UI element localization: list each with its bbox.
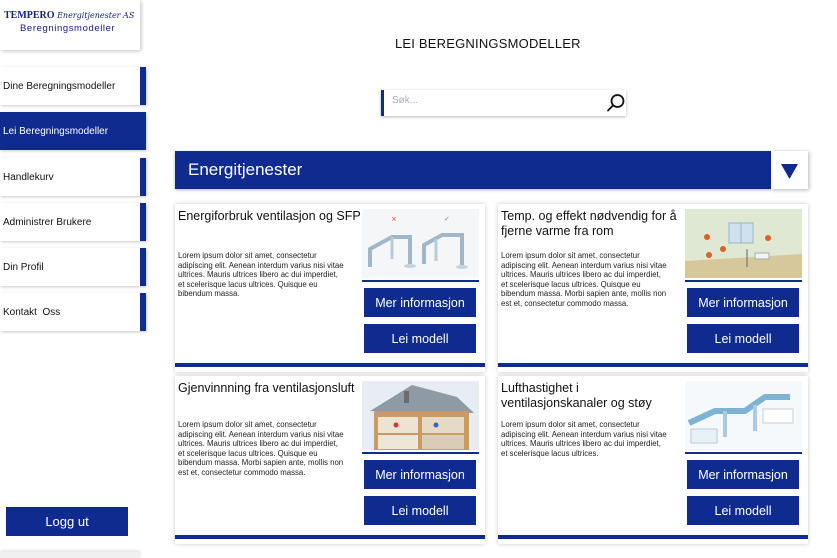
card-description: Lorem ipsum dolor sit amet, consectetur adipiscing elit. Aenean interdum varius nisi vitae ultrices. Mauris ultrices libero ac dui imperdiet, et scelerisque lacus ultrices. Quisque eu bibendum massa. Morbi sapien ante, mollis non est et, consectetur commodo massa. xyxy=(501,251,667,308)
model-card-temp-effekt xyxy=(498,204,808,372)
image-underline xyxy=(362,452,479,454)
sidebar-item-din-profil[interactable] xyxy=(0,248,146,286)
sidebar-item-label: Lei Beregningsmodeller xyxy=(3,125,109,137)
sidebar-item-accent xyxy=(140,203,146,241)
svg-text:✓: ✓ xyxy=(444,215,450,223)
logo-subtitle: Beregningsmodeller xyxy=(20,23,116,34)
card-bottom-line xyxy=(498,363,808,367)
house-cutaway-image xyxy=(362,381,479,450)
rent-model-button[interactable]: Lei modell xyxy=(364,496,476,525)
image-underline xyxy=(685,452,802,454)
search-icon[interactable] xyxy=(606,93,626,113)
rent-model-button[interactable]: Lei modell xyxy=(364,324,476,353)
page-title: LEI BEREGNINGSMODELLER xyxy=(395,36,581,51)
sidebar-item-accent xyxy=(140,158,146,196)
sidebar xyxy=(0,0,146,558)
card-title: Energiforbruk ventilasjon og SFP xyxy=(178,209,361,223)
card-bottom-line xyxy=(175,535,485,539)
model-card-gjenvinning xyxy=(175,376,485,544)
sidebar-item-kontakt-oss[interactable] xyxy=(0,293,146,331)
more-info-button[interactable]: Mer informasjon xyxy=(364,288,476,317)
sidebar-item-label: Din Profil xyxy=(3,261,44,273)
sidebar-item-label: Kontakt Oss xyxy=(3,306,61,318)
category-header[interactable] xyxy=(175,151,771,189)
card-description: Lorem ipsum dolor sit amet, consectetur adipiscing elit. Aenean interdum varius nisi vitae ultrices. Mauris ultrices libero ac dui imperdiet, et scelerisque lacus ultrices. Quisque eu bibendum massa. Morbi sapien ante, mollis non est et, consectetur commodo massa. xyxy=(178,420,344,477)
rent-model-button[interactable]: Lei modell xyxy=(687,324,799,353)
duct-system-image xyxy=(685,381,802,450)
image-underline xyxy=(685,280,802,282)
model-card-lufthastighet xyxy=(498,376,808,544)
ventilation-duct-image xyxy=(362,209,479,278)
search-box xyxy=(381,90,626,116)
sidebar-item-label: Handlekurv xyxy=(3,171,54,183)
sidebar-item-label: Administrer Brukere xyxy=(3,216,92,228)
image-underline xyxy=(362,280,479,282)
rent-model-button[interactable]: Lei modell xyxy=(687,496,799,525)
more-info-button[interactable]: Mer informasjon xyxy=(687,460,799,489)
card-title: Gjenvinnning fra ventilasjonsluft xyxy=(178,381,355,395)
card-bottom-line xyxy=(498,535,808,539)
card-title: Temp. og effekt nødvendig for å fjerne varme fra rom xyxy=(501,209,677,238)
logo-brand-line xyxy=(4,10,140,21)
category-toggle-button[interactable] xyxy=(771,151,808,189)
sidebar-item-administrer-brukere[interactable] xyxy=(0,203,146,241)
sidebar-item-lei-beregningsmodeller[interactable] xyxy=(0,112,146,150)
svg-text:×: × xyxy=(391,215,397,223)
logo-brand: TEMPERO xyxy=(4,10,55,21)
sidebar-item-accent xyxy=(140,248,146,286)
card-description: Lorem ipsum dolor sit amet, consectetur adipiscing elit. Aenean interdum varius nisi vitae ultrices. Mauris ultrices libero ac dui imperdiet, et scelerisque lacus ultrices. Quisque eu bibendum massa. xyxy=(178,251,344,298)
logout-button[interactable]: Logg ut xyxy=(6,507,128,536)
model-card-energiforbruk xyxy=(175,204,485,372)
sidebar-item-label: Dine Beregningsmodeller xyxy=(3,80,116,92)
card-description: Lorem ipsum dolor sit amet, consectetur adipiscing elit. Aenean interdum varius nisi vitae ultrices. Mauris ultrices libero ac dui imperdiet, et scelerisque lacus ultrices. xyxy=(501,420,667,458)
sidebar-item-handlekurv[interactable] xyxy=(0,158,146,196)
triangle-down-icon xyxy=(771,151,808,189)
sidebar-item-dine-beregningsmodeller[interactable] xyxy=(0,67,146,105)
category-label: Energitjenester xyxy=(188,160,303,179)
card-title: Lufthastighet i ventilasjonskanaler og støy xyxy=(501,381,652,410)
logo-tagline: Energitjenester AS xyxy=(57,11,135,20)
search-input[interactable] xyxy=(392,95,592,106)
sidebar-item-accent xyxy=(140,293,146,331)
more-info-button[interactable]: Mer informasjon xyxy=(364,460,476,489)
card-bottom-line xyxy=(175,363,485,367)
sidebar-item-accent xyxy=(140,67,146,105)
sidebar-footer-strip xyxy=(0,552,140,558)
room-heat-image xyxy=(685,209,802,278)
more-info-button[interactable]: Mer informasjon xyxy=(687,288,799,317)
logo xyxy=(0,0,140,50)
